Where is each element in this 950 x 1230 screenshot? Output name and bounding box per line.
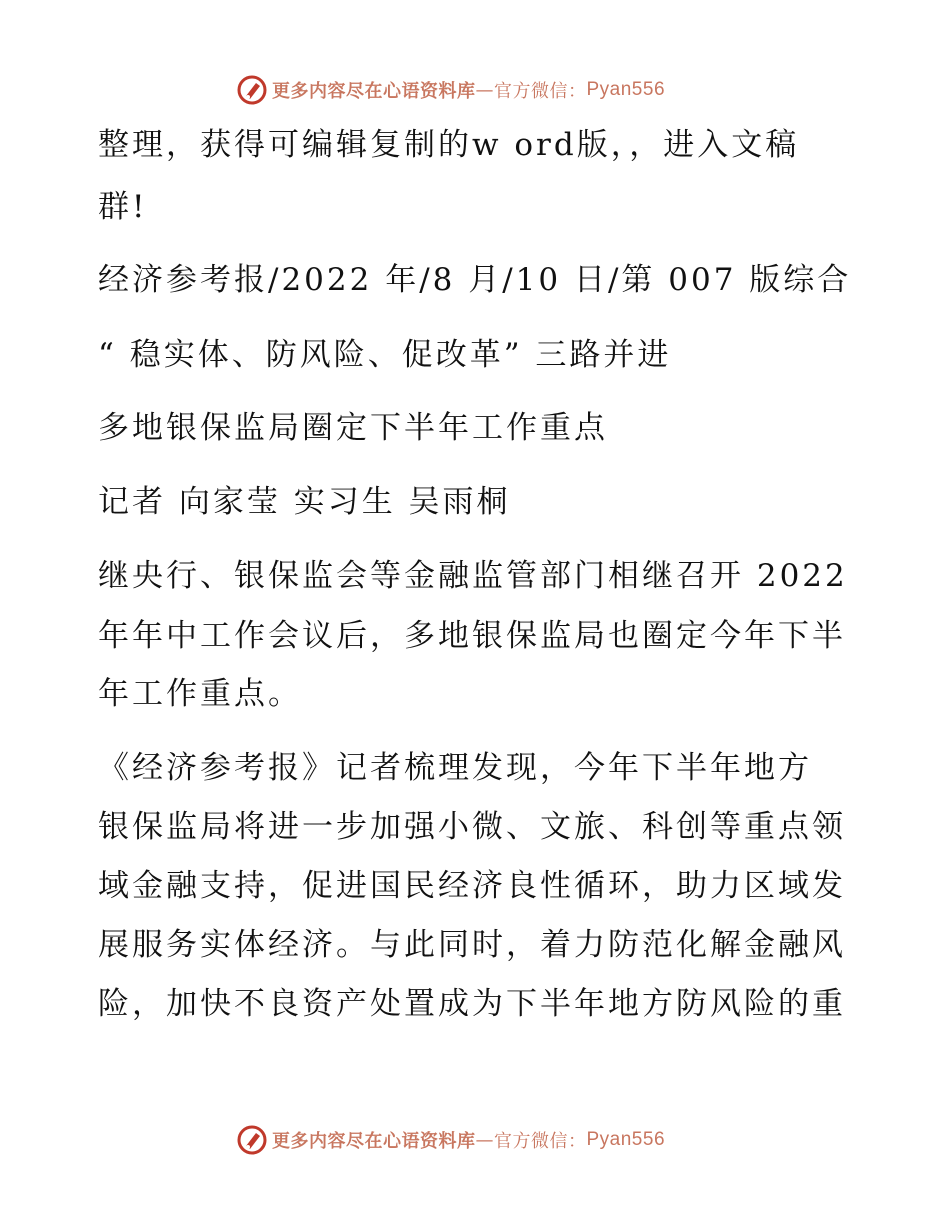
watermark-dash: — (475, 1129, 494, 1151)
text-line: 继央行、银保监会等金融监管部门相继召开 2022 (98, 558, 848, 594)
pen-logo-icon (236, 74, 268, 106)
watermark-wechat-id: Pyan556 (586, 79, 666, 100)
text-line: 年工作重点。 (98, 676, 302, 712)
text-line: 险，加快不良资产处置成为下半年地方防风险的重 (98, 986, 846, 1022)
subheadline: 多地银保监局圈定下半年工作重点 (98, 410, 608, 446)
source-line: 经济参考报/2022 年/8 月/10 日/第 007 版综合 (98, 262, 852, 298)
text-line: 展服务实体经济。与此同时，着力防范化解金融风 (98, 927, 846, 963)
pen-logo-icon (236, 1124, 268, 1156)
text-line: 《经济参考报》记者梳理发现，今年下半年地方 (98, 750, 812, 786)
byline: 记者 向家莹 实习生 吴雨桐 (98, 484, 511, 520)
watermark-title: 更多内容尽在心语资料库 (272, 81, 476, 102)
header-watermark (236, 72, 665, 108)
text-line: 域金融支持，促进国民经济良性循环，助力区域发 (98, 868, 846, 904)
watermark-wechat-id: Pyan556 (586, 1129, 666, 1150)
text-line: 群! (98, 189, 148, 225)
text-line: 年年中工作会议后，多地银保监局也圈定今年下半 (98, 618, 846, 654)
watermark-title: 更多内容尽在心语资料库 (272, 1131, 476, 1152)
footer-watermark (236, 1122, 665, 1158)
watermark-wechat-label: 官方微信： (494, 1131, 587, 1152)
headline: “ 稳实体、防风险、促改革” 三路并进 (98, 337, 672, 373)
text-line: 整理，获得可编辑复制的w ord版，，进入文稿 (98, 127, 800, 163)
watermark-wechat-label: 官方微信： (494, 81, 587, 102)
watermark-dash: — (475, 79, 494, 101)
text-line: 银保监局将进一步加强小微、文旅、科创等重点领 (98, 809, 846, 845)
